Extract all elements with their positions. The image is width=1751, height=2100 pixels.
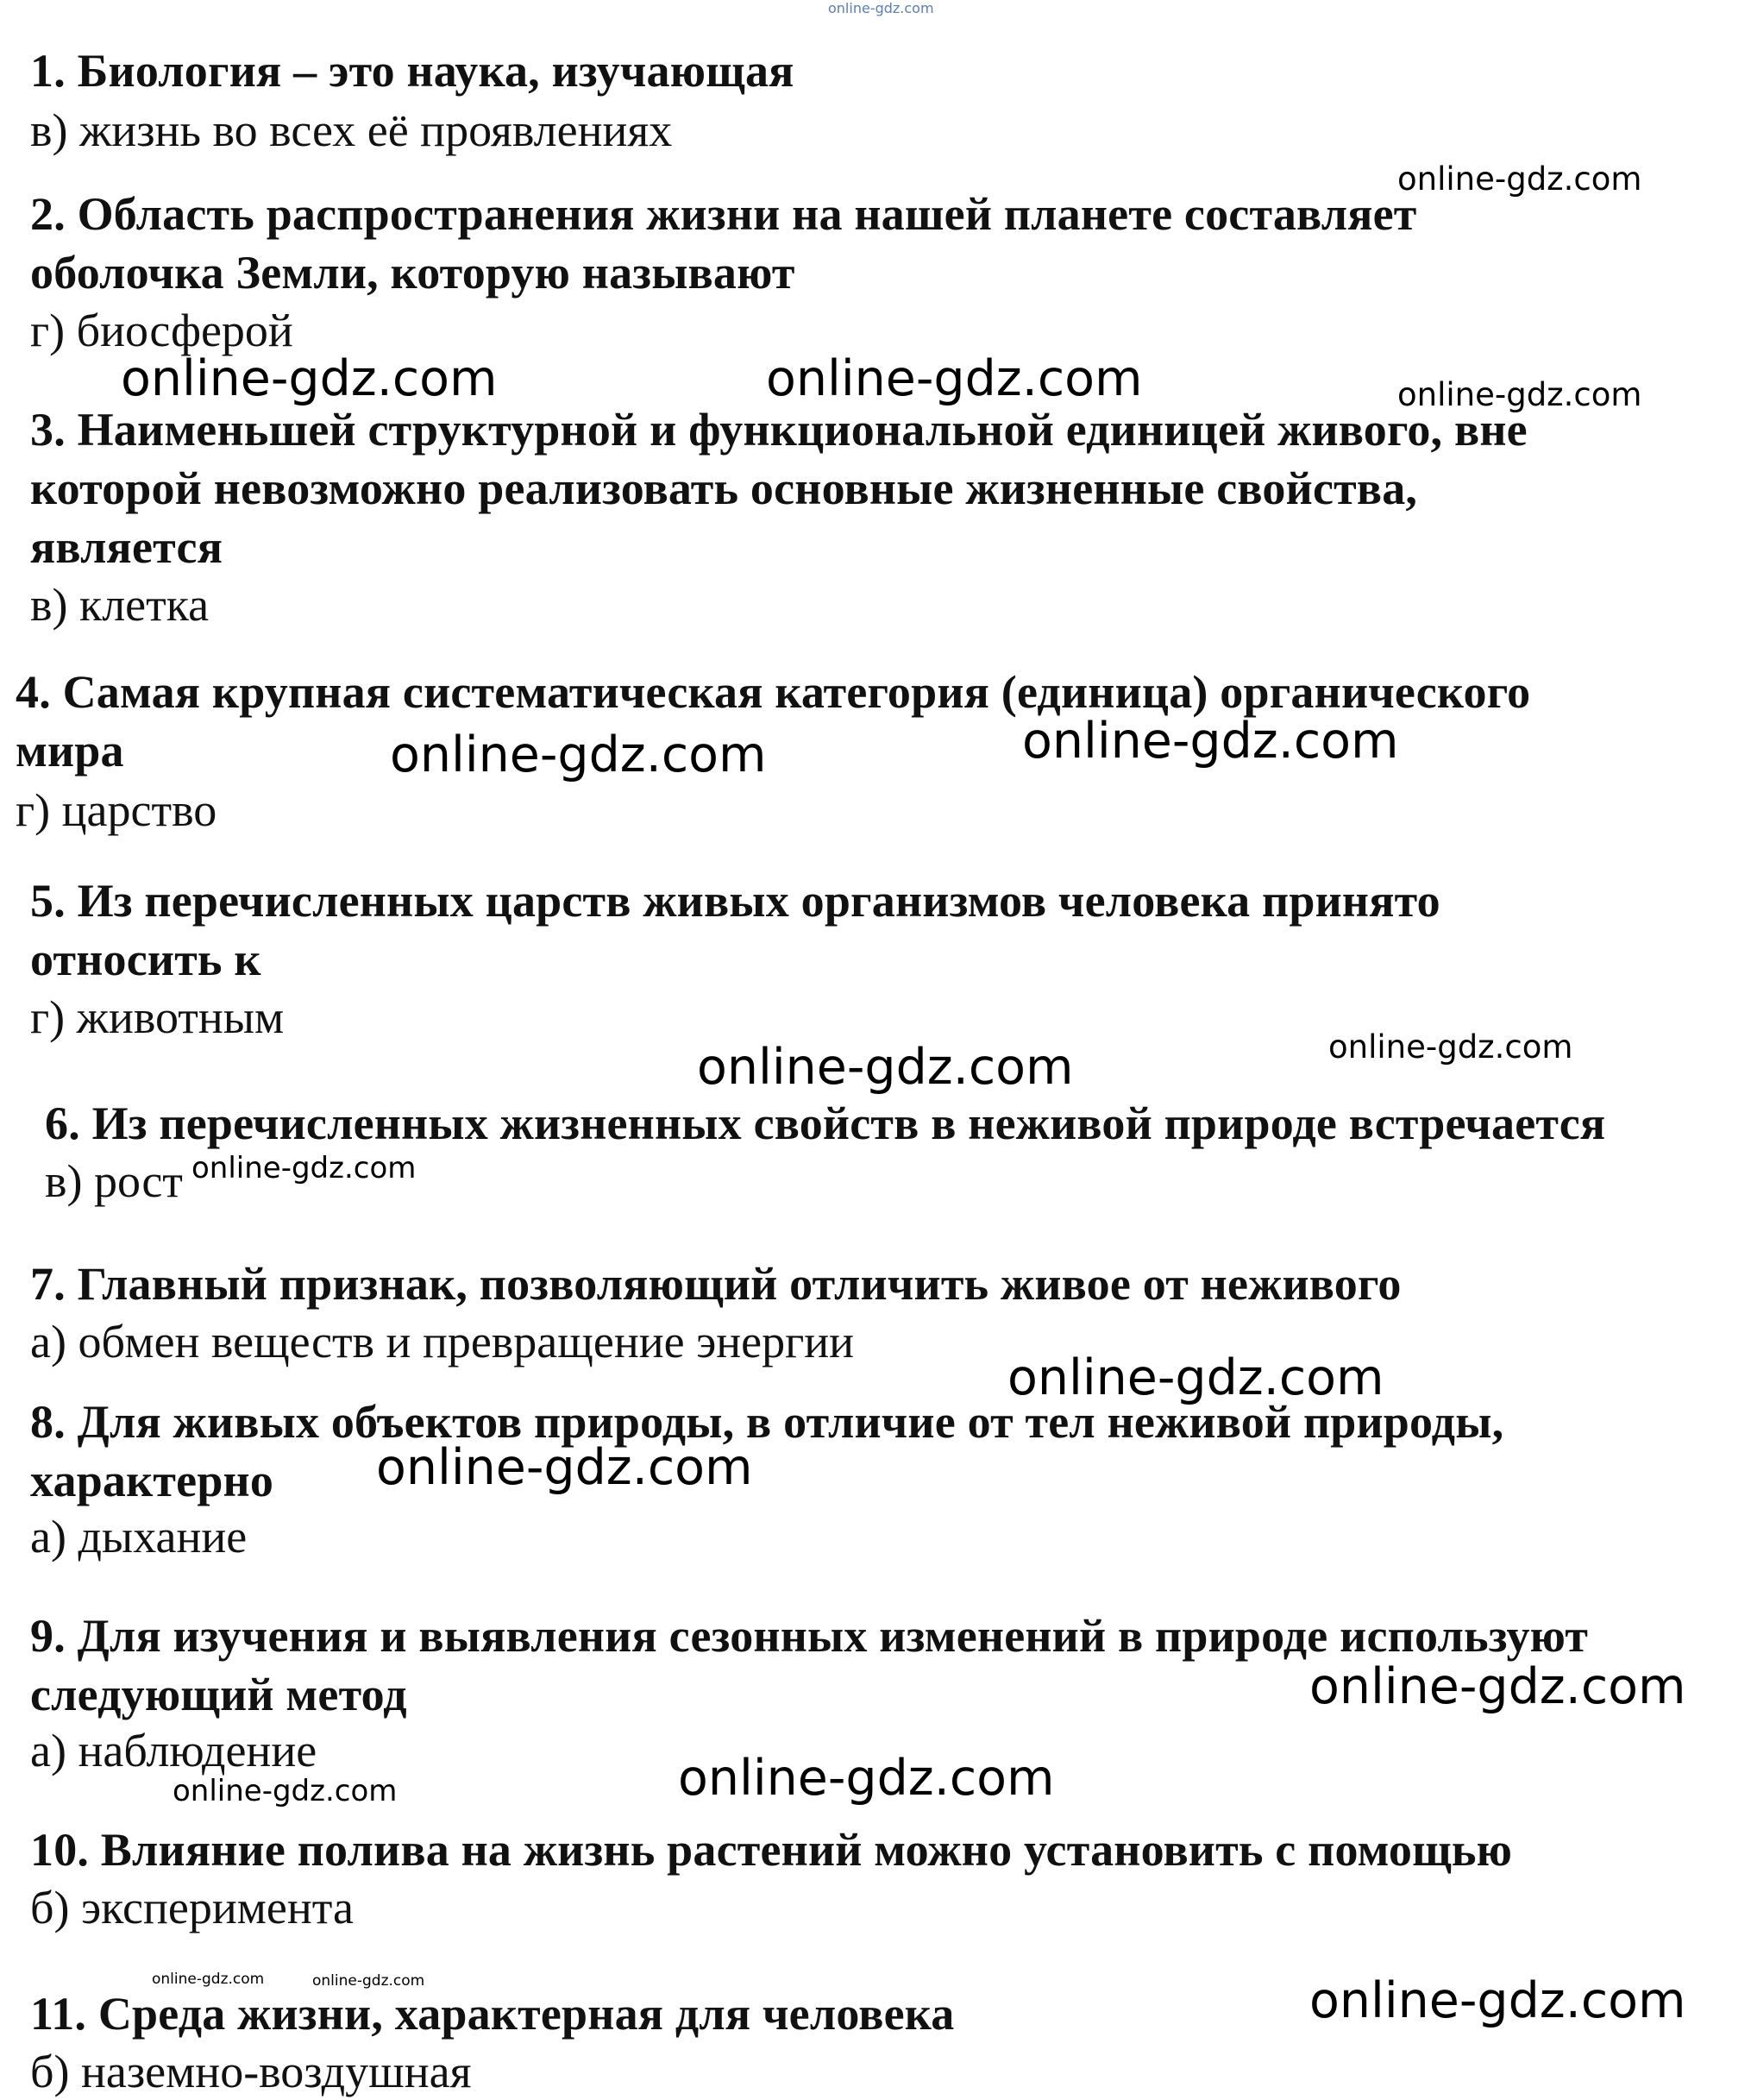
watermark: online-gdz.com xyxy=(376,1439,753,1496)
watermark: online-gdz.com xyxy=(1007,1349,1384,1406)
watermark: online-gdz.com xyxy=(678,1750,1055,1807)
question-7-text: 7. Главный признак, позволяющий отличить живое от неживого xyxy=(30,1258,1402,1310)
answer-8: а) дыхание xyxy=(30,1511,248,1562)
watermark: online-gdz.com xyxy=(390,726,767,783)
watermark: online-gdz.com xyxy=(191,1151,417,1185)
question-5-text-line-1: 5. Из перечисленных царств живых организмов человека принято xyxy=(30,875,1440,927)
watermark: online-gdz.com xyxy=(1328,1028,1573,1066)
answer-4: г) царство xyxy=(16,784,217,836)
watermark: online-gdz.com xyxy=(312,1972,425,1990)
question-9-text-line-2: следующий метод xyxy=(30,1669,407,1720)
question-1-text: 1. Биология – это наука, изучающая xyxy=(30,45,794,97)
watermark: online-gdz.com xyxy=(1397,160,1642,198)
answer-2: г) биосферой xyxy=(30,305,293,356)
question-6-text: 6. Из перечисленных жизненных свойств в неживой природе встречается xyxy=(45,1097,1606,1149)
question-4-text-line-1: 4. Самая крупная систематическая категория (единица) органического xyxy=(16,666,1531,718)
question-2-text-line-1: 2. Область распространения жизни на нашей планете составляет xyxy=(30,188,1417,240)
answer-10: б) эксперимента xyxy=(30,1882,355,1933)
question-3-text-line-1: 3. Наименьшей структурной и функциональной единицей живого, вне xyxy=(30,404,1528,456)
watermark: online-gdz.com xyxy=(697,1039,1074,1096)
answer-11: б) наземно-воздушная xyxy=(30,2046,472,2097)
question-5-text-line-2: относить к xyxy=(30,934,261,985)
watermark-top: online-gdz.com xyxy=(828,0,934,16)
question-10-text: 10. Влияние полива на жизнь растений можно установить с помощью xyxy=(30,1824,1513,1876)
watermark: online-gdz.com xyxy=(1397,376,1642,413)
watermark: online-gdz.com xyxy=(1309,1972,1686,2029)
watermark: online-gdz.com xyxy=(1309,1658,1686,1715)
question-8-text-line-2: характерно xyxy=(30,1455,274,1506)
question-9-text-line-1: 9. Для изучения и выявления сезонных изменений в природе используют xyxy=(30,1610,1589,1662)
answer-7: а) обмен веществ и превращение энергии xyxy=(30,1316,855,1368)
answer-6: в) рост xyxy=(45,1155,183,1207)
question-11-text: 11. Среда жизни, характерная для человека xyxy=(30,1988,955,2040)
question-3-text-line-3: является xyxy=(30,521,223,573)
answer-5: г) животным xyxy=(30,991,285,1043)
question-2-text-line-2: оболочка Земли, которую называют xyxy=(30,247,795,299)
answer-9: а) наблюдение xyxy=(30,1725,317,1776)
watermark: online-gdz.com xyxy=(766,350,1143,407)
answer-1: в) жизнь во всех её проявлениях xyxy=(30,104,673,156)
watermark: online-gdz.com xyxy=(173,1774,398,1808)
question-3-text-line-2: которой невозможно реализовать основные жизненные свойства, xyxy=(30,462,1418,514)
watermark: online-gdz.com xyxy=(1022,713,1399,770)
watermark: online-gdz.com xyxy=(121,350,498,407)
question-4-text-line-2: мира xyxy=(16,725,124,776)
watermark: online-gdz.com xyxy=(152,1971,265,1988)
answer-3: в) клетка xyxy=(30,579,210,631)
question-8-text-line-1: 8. Для живых объектов природы, в отличие от тел неживой природы, xyxy=(30,1396,1504,1448)
